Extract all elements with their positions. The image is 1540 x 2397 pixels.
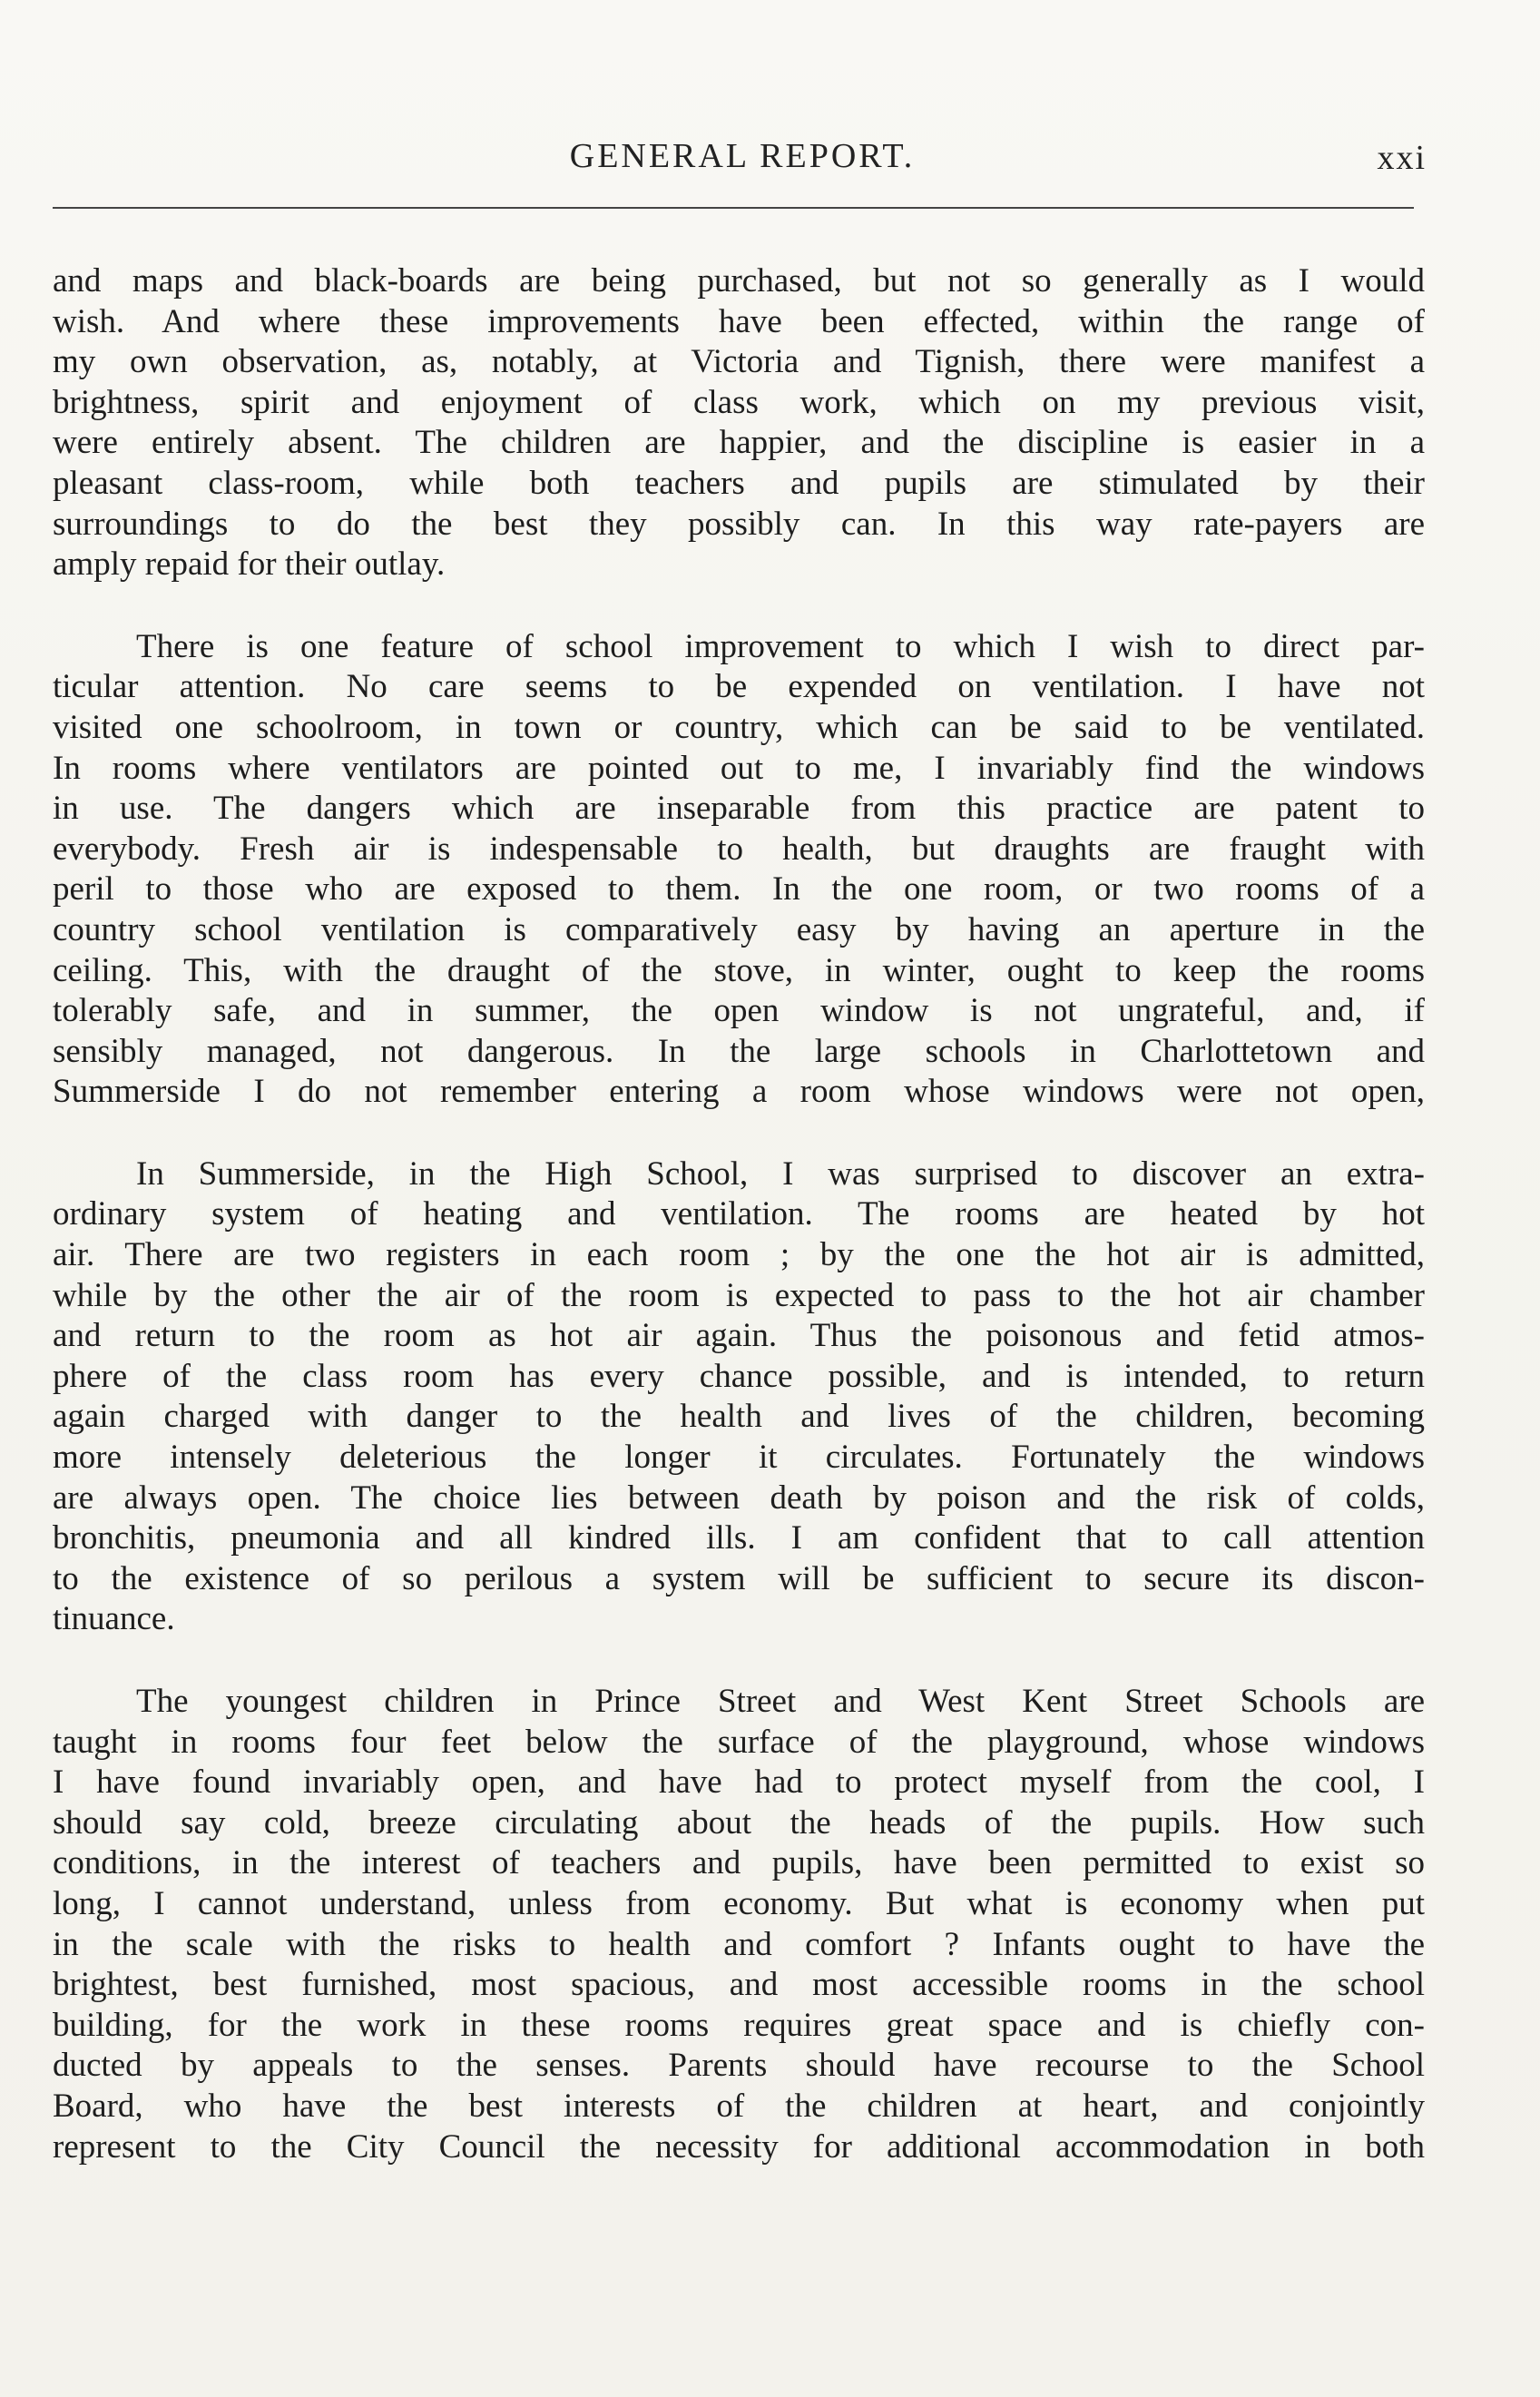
text-line: building, for the work in these rooms requires great space and is chiefly con- <box>53 2006 1425 2044</box>
text-line: In rooms where ventilators are pointed out to me, I invariably find the windows <box>53 749 1425 787</box>
text-line: again charged with danger to the health and lives of the children, becoming <box>53 1398 1425 1436</box>
text-line: and maps and black-boards are being purchased, but not so generally as I would <box>53 262 1425 300</box>
text-line: I have found invariably open, and have had to protect myself from the cool, I <box>53 1763 1425 1802</box>
text-line: visited one schoolroom, in town or country, which can be said to be ventilated. <box>53 708 1425 746</box>
text-line: to the existence of so perilous a system will be sufficient to secure its discon- <box>53 1559 1425 1597</box>
text-line: my own observation, as, notably, at Victoria and Tignish, there were manifest a <box>53 343 1425 381</box>
text-line: sensibly managed, not dangerous. In the large schools in Charlottetown and <box>53 1032 1425 1070</box>
page-number: xxi <box>1377 139 1427 177</box>
text-line: tolerably safe, and in summer, the open window is not ungrateful, and, if <box>53 992 1425 1030</box>
text-line: ticular attention. No care seems to be expended on ventilation. I have not <box>53 668 1425 706</box>
header-rule <box>53 207 1414 209</box>
text-line: There is one feature of school improvement to which I wish to direct par- <box>136 627 1425 665</box>
text-line: wish. And where these improvements have been effected, within the range of <box>53 302 1425 340</box>
text-line: should say cold, breeze circulating about the heads of the pupils. How such <box>53 1803 1425 1842</box>
text-line: surroundings to do the best they possibly can. In this way rate-payers are <box>53 505 1425 543</box>
text-line: Summerside I do not remember entering a room whose windows were not open, <box>53 1073 1425 1111</box>
body-text <box>53 261 1425 2167</box>
text-line: air. There are two registers in each room ; by the one the hot air is admitted, <box>53 1236 1425 1274</box>
text-line: taught in rooms four feet below the surface of the playground, whose windows <box>53 1723 1425 1761</box>
text-line: while by the other the air of the room is expected to pass to the hot air chamber <box>53 1276 1425 1314</box>
text-line: represent to the City Council the necessity for additional accommodation in both <box>53 2127 1425 2166</box>
text-line: conditions, in the interest of teachers and pupils, have been permitted to exist so <box>53 1844 1425 1882</box>
text-line: are always open. The choice lies between death by poison and the risk of colds, <box>53 1478 1425 1517</box>
page-header <box>53 136 1432 191</box>
text-line: country school ventilation is comparatively easy by having an aperture in the <box>53 910 1425 948</box>
text-line: ceiling. This, with the draught of the stove, in winter, ought to keep the rooms <box>53 951 1425 989</box>
text-line: ordinary system of heating and ventilation. The rooms are heated by hot <box>53 1195 1425 1233</box>
paragraph-1 <box>53 261 1425 585</box>
text-line: everybody. Fresh air is indespensable to health, but draughts are fraught with <box>53 830 1425 868</box>
text-line: were entirely absent. The children are happier, and the discipline is easier in a <box>53 424 1425 462</box>
text-line: amply repaid for their outlay. <box>53 545 446 584</box>
running-title: GENERAL REPORT. <box>569 137 916 175</box>
text-line: phere of the class room has every chance possible, and is intended, to return <box>53 1357 1425 1395</box>
text-line: brightest, best furnished, most spacious, and most accessible rooms in the school <box>53 1966 1425 2004</box>
text-line: Board, who have the best interests of the children at heart, and conjointly <box>53 2087 1425 2125</box>
text-line: brightness, spirit and enjoyment of class work, which on my previous visit, <box>53 383 1425 421</box>
text-line: pleasant class-room, while both teachers and pupils are stimulated by their <box>53 464 1425 502</box>
text-line: tinuance. <box>53 1600 175 1638</box>
text-line: bronchitis, pneumonia and all kindred ills. I am confident that to call attention <box>53 1519 1425 1557</box>
text-line: in the scale with the risks to health and comfort ? Infants ought to have the <box>53 1925 1425 1963</box>
text-line: ducted by appeals to the senses. Parents should have recourse to the School <box>53 2047 1425 2085</box>
text-line: peril to those who are exposed to them. In the one room, or two rooms of a <box>53 870 1425 909</box>
text-line: The youngest children in Prince Street and West Kent Street Schools are <box>136 1683 1425 1720</box>
paragraph-3 <box>53 1154 1425 1640</box>
text-line: long, I cannot understand, unless from economy. But what is economy when put <box>53 1884 1425 1922</box>
text-line: and return to the room as hot air again. Thus the poisonous and fetid atmos- <box>53 1317 1425 1355</box>
text-line: more intensely deleterious the longer it circulates. Fortunately the windows <box>53 1439 1425 1477</box>
paragraph-2 <box>53 627 1425 1113</box>
paragraph-4 <box>53 1682 1425 2167</box>
text-line: in use. The dangers which are inseparable from this practice are patent to <box>53 790 1425 828</box>
text-line: In Summerside, in the High School, I was surprised to discover an extra- <box>136 1154 1425 1193</box>
